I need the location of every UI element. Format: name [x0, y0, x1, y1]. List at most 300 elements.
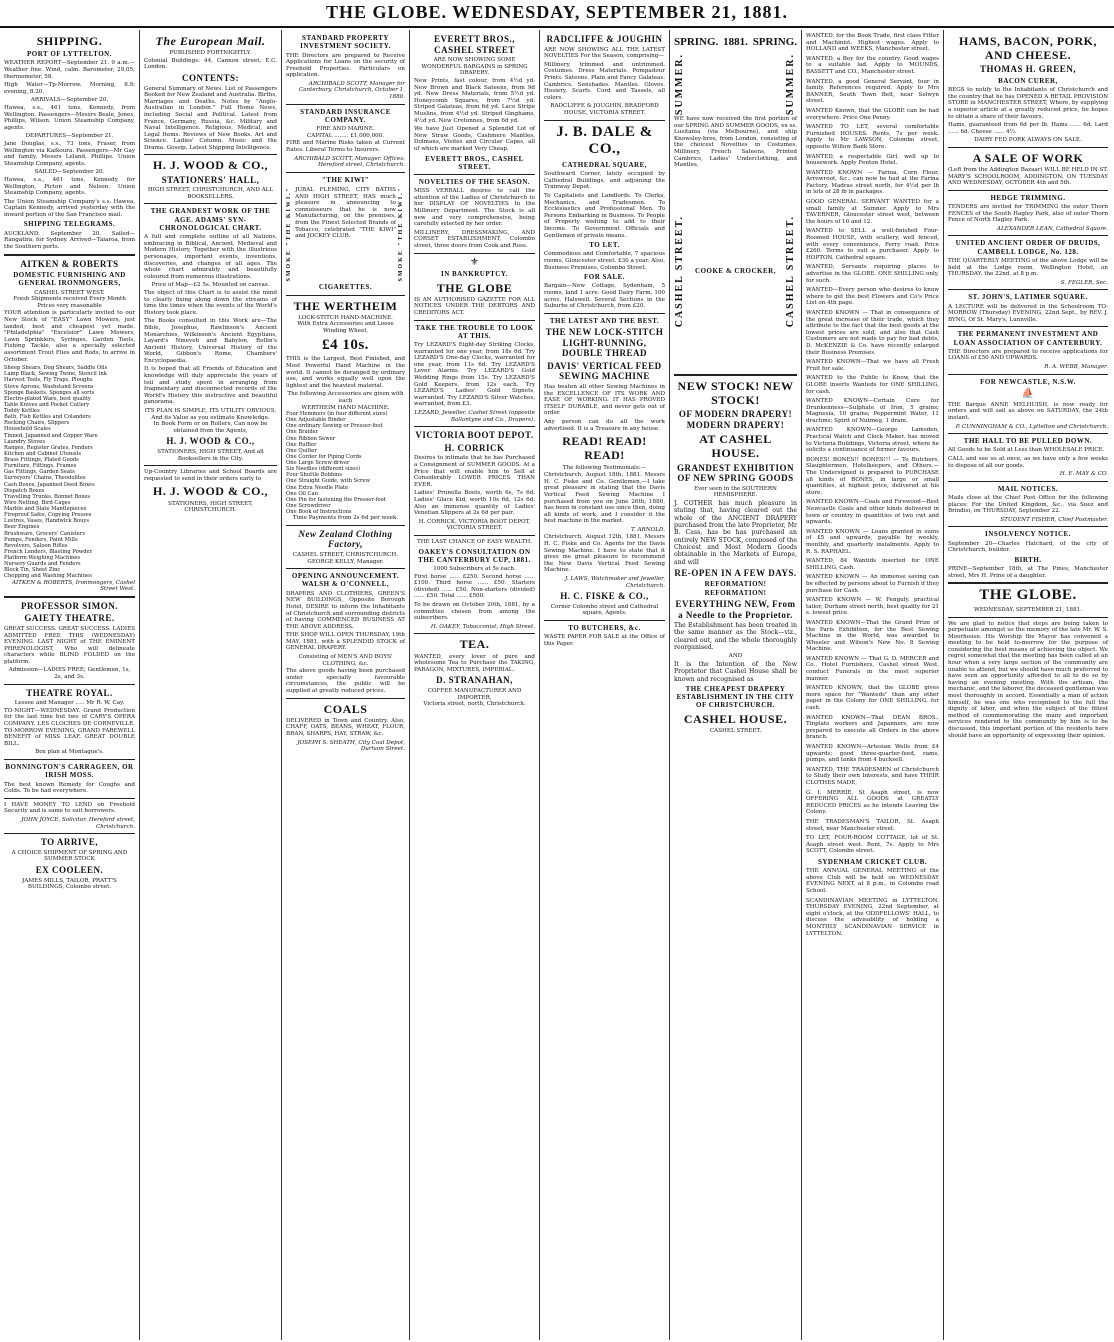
wanted-ad: WANTED KNOWN—Coals and Firewood—Best Newcastle Coals and other kinds delivered in town or country in quantities of two cwt and upwards. [806, 499, 939, 526]
aiken-shipments: Fresh Shipments received Every Month [13, 296, 126, 303]
divider [544, 620, 665, 621]
novelties-body-2: MILLINERY, DRESSMAKING, AND CORSET ESTABLISHMENT, Colombo street, three doors from Cook and Ross. [414, 229, 535, 250]
divider [544, 120, 665, 121]
wertheim-subheading: LOCK-STITCH HAND-MACHINE. [298, 314, 393, 321]
list-item: One Oil Can [286, 490, 318, 497]
wanted-ad: WANTED to the Public to Know, that the GLOBE inserts Wanteds for ONE SHILLING, for cash. [806, 375, 939, 395]
hams-heading: HAMS, BACON, PORK, AND CHEESE. [959, 34, 1097, 63]
chart-price: Price of Map—£2 5s. Mounted on canvas. [151, 282, 270, 289]
list-item: One Straight Guide, with Screw [286, 478, 371, 485]
wanted-ad: WANTED KNOWN—That DEAN BROS., Tinplate workers and Japanners, are now prepared to execute all Orders in the above branch. [806, 714, 939, 741]
column-8 [944, 30, 1112, 1340]
divider [948, 374, 1108, 375]
divider [948, 433, 1108, 434]
spring-banner-left: SPRING. [674, 36, 719, 48]
fiske-heading: H. C. FISKE & CO., [560, 591, 649, 602]
divider [414, 426, 535, 427]
wood-heading: H. J. WOOD & CO., [153, 158, 268, 173]
bonnington-body: The best known Remedy for Coughs and Colds. To be had everywhere. [4, 781, 135, 795]
port-heading: PORT OF LYTTELTON. [27, 50, 112, 59]
aiken-subheading: DOMESTIC FURNISHING AND GENERAL IRONMONGERS, [13, 271, 126, 288]
newcastle-body: THE Barque ANNE MELHUISH, is now ready for orders and will sail as above on SATURDAY, the 24th instant. [948, 401, 1108, 421]
wertheim-price: £4 10s. [322, 336, 369, 353]
divider [144, 154, 277, 155]
ship-icon: ⛵ [1021, 387, 1035, 399]
tea-heading: TEA. [459, 637, 490, 652]
dale-for-sale-heading: FOR SALE. [583, 273, 626, 282]
green-dairy: DAIRY FED PORK ALWAYS ON SALE. [974, 137, 1082, 144]
insurance-body: FIRE and Marine Risks taken at Current Rates. Liberal Terms to Insurers. [286, 140, 405, 153]
divider [414, 174, 535, 175]
list-item: Tinned, Japanned and Copper Ware [4, 432, 98, 439]
cashel-footer-address: CASHEL STREET. [709, 727, 762, 734]
divider [4, 759, 135, 760]
list-item: Brass Fittings, Plated Goods [4, 457, 79, 464]
gaiety-heading: GAIETY THEATRE. [24, 613, 115, 624]
masthead-title: THE GLOBE. WEDNESDAY, SEPTEMBER 21, 1881. [326, 2, 788, 23]
birth-body: PRINE—September 18th, at The Pines, Manchester street, Mrs H. Prine of a daughter. [948, 566, 1108, 579]
divider [4, 684, 135, 685]
divider [414, 633, 535, 634]
hall-heading: THE HALL TO BE PULLED DOWN. [963, 437, 1093, 446]
divider [414, 253, 535, 254]
wood-subheading: STATIONERS' HALL, [161, 174, 260, 185]
everett-items: New Prints, fast colour, from 4½d yd. New Brown and Black Sateens, from 9d yd. New Dress Materials, from 5½d yd. Honeycomb Squares, from 7½d yd. Striped Galateas, from 6d yd. Lace Stripe Muslins, from 4½d yd. Striped Ginghams, 4½d yd. New Cretonnes, from 6d yd. [414, 78, 535, 124]
wanted-ad: THE TRADESMAN'S TAILOR, St. Asaph street, near Manchester street. [806, 818, 939, 832]
dale-to-let-body: Commodious and Comfortable, 7 spacious rooms, Gloucester street. £30 a year. Also, Business Premises, Colombo Street. [544, 251, 665, 271]
nz-clothing-manager: GEORGE KELLY, Manager. [307, 558, 384, 565]
column-1 [0, 30, 140, 1340]
royal-box-plan: Box plan at Montague's. [35, 749, 104, 756]
novelties-heading: NOVELTIES OF THE SEASON. [418, 178, 531, 187]
oakey-subheading: OAKEY'S CONSULTATION ON THE CANTERBURY CUP, 1881. [418, 547, 531, 564]
novelties-body: MISS VERRALL desires to call the attention of the Ladies of Christchurch to her DISPLAY OF NOVELTIES In the Millinery Department. The Stock is all new and very comprehensive, being carefully selected by her order. [414, 188, 535, 228]
telegrams-heading: SHIPPING TELEGRAMS. [23, 220, 116, 229]
wanted-ad: WANTED KNOWN—George Lamsden, Practical Watch and Clock Maker, has moved to Victoria Buildings, Victoria street, where he solicits a continuance of former favours. [806, 427, 939, 454]
wanted-ad: WANTED, Servants requiring places to advertise in the GLOBE. ONE SHILLING only, for such. [806, 264, 939, 284]
oakey-prizes: First horse ...... £250. Second horse ...... £100. Third horse ...... £50. Starters (divided) ...... £50. Non-starters (divided) ...... £50. Total ...... £500. [414, 573, 535, 600]
wanted-ad: WANTED, a good General Servant, four in family. References required. Apply to Mrs BANNER, South Town Belt, near Selwyn street. [806, 78, 939, 105]
divider [4, 596, 135, 598]
list-item: Platform Weighing Machines [4, 555, 81, 562]
wanted-ad: WANTED, for the Book Trade, first class Fitter and Machinist. Highest wages. Apply to HOLLAND and WEEKS, Manchester street. [806, 33, 939, 53]
column-5 [540, 30, 670, 1340]
list-item: One Braider [286, 429, 319, 436]
mail-signature: STUDENT FISHER, Chief Postmaster. [1000, 516, 1108, 523]
wertheim-extra: With Extra Accessories and Loose Winding Wheel, [297, 321, 394, 335]
wertheim-body: THIS is the Largest, Best Finished, and Most Powerful Hand Machine in the world. It cannot be deranged by ordinary use, and works equally well upon the lightest and the heaviest material. [286, 356, 405, 389]
bonnington-heading: BONNINGTON'S CARRAGEEN, OR IRISH MOSS. [5, 763, 134, 780]
list-item: Beer Engines [4, 524, 40, 531]
chart-sold: In Book Form or on Rollers, Can now be obtained from the Agents, [153, 421, 268, 434]
lend-heading: I HAVE MONEY TO LEND on Freehold Security and is same to suit borrowers. [4, 801, 135, 815]
divider [4, 833, 135, 834]
summer-banner [674, 53, 797, 115]
everything-new: EVERYTHING NEW, From a Needle to the Proprietor. [675, 598, 796, 620]
street-vertical-left: CASHEL STREET. [674, 214, 685, 327]
masthead [0, 0, 1114, 28]
divider [948, 147, 1108, 148]
radcliffe-subheading: ARE NOW SHOWING ALL THE LATEST NOVELTIES For the Season, comprising— [544, 46, 665, 60]
dale-list: To Capitalists and Landlords. To Clerks, Mechanics, and Tradesmen. To Ecclesiastics and Professional Men. To Persons Embarking in Business. To People of Property wishing to add to their Income. To Government Officials and Gentlemen of private means. [544, 192, 665, 239]
newspaper-page [0, 30, 1114, 1340]
chart-body-4: It is hoped that all Friends of Education and knowledge will duly appreciate the years of toil and study spent in arranging from fragmentary and disconnected records of the World's History this instructive and beautiful panorama. [144, 366, 277, 406]
wood2-note: Up-Country Libraries and School Boards are requested to send in their orders early to [144, 469, 277, 482]
insurance-signature: ARCHIBALD SCOTT, Manager. Offices: Hereford street, Christchurch. [294, 155, 405, 169]
sale-of-work-heading: A SALE OF WORK [972, 150, 1084, 165]
permanent-heading: THE PERMANENT INVESTMENT AND LOAN ASSOCIATION OF CANTERBURY. [953, 330, 1103, 347]
wanted-ad: GOOD GENERAL SERVANT WANTED for a small family at Sumner. Apply to Mrs TAVERNER, Gloucester street west, between the hours of 10 and 12. [806, 199, 939, 225]
divider [286, 295, 405, 296]
weather-report: WEATHER REPORT—September 21. 9 a.m.—Weather fine. Wind, calm. Barometer, 29.05; thermometer, 58. [4, 60, 135, 80]
read-heading: READ! READ! READ! [562, 434, 647, 463]
insurance-capital: CAPITAL ........ £1,000,000. [306, 132, 385, 139]
list-item: Sponge Baskets, Sponges all sorts [4, 389, 95, 396]
sailed: Hawea, s.s., 461 tons, Kennedy, for Wellington, Picton and Nelson. Union Steamship Company, agents. [4, 176, 135, 197]
fiske-address: Corner Colombo street and Cathedral square, Agents. [550, 603, 659, 617]
list-item: Lamp Black, Sewing Twine, Stencil Ink [4, 371, 107, 378]
radcliffe-items: Millinery, trimmed and untrimmed. Costumes. Dress Materials. Pompadour Prints. Sateens. Plain and Fancy Galateas. Cambrics. Sunshades. Mantles. Gloves. Hosiery, Scarfs. Cord and Tassels, all colors. [544, 61, 665, 101]
wood3-heading: H. J. WOOD & CO., [153, 484, 268, 499]
permanent-body: THE Directors are prepared to receive applications for LOANS of £50 AND UPWARDS. [948, 348, 1108, 362]
chart-body-2: The object of this Chart is to assist the mind to clearly fixing along down the streams of time the times when the events of the World's History took place. [144, 289, 277, 316]
wertheim-accessories-subheading: WERTHEIM HAND MACHINE. [301, 404, 390, 411]
oakey-signature: H. OAKEY, Tobacconist, High Street. [430, 623, 535, 630]
kiwi-cigarettes: CIGARETTES. [318, 283, 373, 292]
divider [948, 289, 1108, 290]
cashel-house-heading: AT CASHEL HOUSE. [699, 432, 772, 461]
wertheim-accessories-heading: The following Accessories are given with each [287, 391, 404, 404]
oakey-heading: THE LAST CHANCE OF EASY WEALTH. [417, 538, 532, 545]
summer-vertical-left: SUMMER. [674, 52, 685, 116]
royal-heading: THEATRE ROYAL. [26, 687, 113, 698]
spring-banner-right: SPRING. [752, 36, 797, 48]
list-item: Electro-plated Ware, best quality [4, 395, 91, 402]
arrive-signature: JAMES MILLS, TAILOR, PRATT'S BUILDINGS, Colombo street. [22, 877, 117, 891]
kiwi-body: JUBAL FLEMING, CITY BATHS AND HIGH STREET, HAS much pleasure in announcing to connoisseurs that he is now Manufacturing, on the premises, from the Finest Selected Brands of Tobacco, celebrated "THE KIWI" and JOCKEY CLUB. [295, 186, 396, 240]
aiken-prices: Prices very reasonable [37, 302, 102, 309]
cashel-footer-heading: CASHEL HOUSE. [683, 711, 788, 726]
standard-signature: ARCHIBALD SCOTT, Manager for Canterbury. Christchurch, October 1, 1880. [298, 80, 405, 101]
tides: High Water—Tp-Morrow. Morning, 8.9; evening, 8.20. [4, 82, 135, 95]
divider [948, 190, 1108, 191]
hedge-heading: HEDGE TRIMMING. [990, 193, 1066, 202]
globe-editorial-title: THE GLOBE. [979, 587, 1077, 604]
birth-heading: BIRTH. [1014, 555, 1042, 564]
kiwi-box [286, 186, 405, 282]
wertheim-time-payments: Time Payments from 2s 6d per week. [292, 515, 399, 522]
divider [144, 465, 277, 466]
spring-banner [674, 36, 797, 49]
wanted-ad: WANTED, a respectable Girl, well up to housework. Apply Fenton Hotel. [806, 153, 939, 167]
divider [144, 203, 277, 204]
list-item: Stove Aprons, Washstand Screens [4, 383, 94, 390]
dale-subheading: CATHEDRAL SQUARE, [562, 160, 647, 169]
mail-heading: MAIL NOTICES. [997, 484, 1059, 493]
nz-clothing-address: CASHEL STREET, CHRISTCHURCH. [292, 552, 399, 559]
column-3 [282, 30, 410, 1340]
street-vertical-right: CASHEL STREET. [785, 214, 797, 327]
divider [948, 481, 1108, 482]
shipping-heading: SHIPPING. [36, 34, 103, 48]
sale-of-work-body: (Left from the Addington Bazaar) WILL BE HELD IN ST. MARY'S SCHOOLROOM, ADDINGTON, ON TUESDAY AND WEDNESDAY, OCTOBER 4th and 5th. [948, 167, 1108, 187]
tea-body: WANTED, every lover of pure and wholesome Tea to Purchase the TAKING, PARAGON, MIXTURES, IMPERIAL. [414, 653, 535, 673]
divider [948, 582, 1108, 584]
divider [4, 798, 135, 799]
list-item: One Book of Instructions [286, 509, 352, 516]
hall-signature: H. E. MAY & CO. [1059, 471, 1108, 478]
wanted-ad: WANTED KNOWN—Artesian Wells from £4 upwards; good three-quarter-feed, rams, pumps, and tanks from 4 bucksell. [806, 744, 939, 764]
modern-drapery-heading: OF MODERN DRAPERY! MODERN DRAPERY! [678, 409, 793, 430]
divider [286, 568, 405, 569]
divider [948, 617, 1108, 618]
list-item: Laundry Stoves [4, 438, 46, 445]
butchers-heading: TO BUTCHERS, &c. [568, 624, 641, 633]
arrivals-heading: ARRIVALS—September 20. [30, 97, 109, 104]
list-item: Four Hemmers (in four different sizes) [286, 411, 388, 418]
radcliffe-signature: RADCLIFFE & JOUGHIN, BRADFORD HOUSE, VICTORIA STREET. [550, 103, 659, 116]
divider [286, 698, 405, 699]
stjohn-heading: ST. JOHN'S, LATIMER SQUARE. [968, 293, 1088, 302]
green-prices: Hams, guaranteed from 6d per lb. Hams ...... 6d. Lard ...... 6d. Cheese ...... 4½. [948, 122, 1108, 135]
hall-body: All Goods to be Sold at Less than WHOLESALE PRICE. [948, 447, 1105, 454]
newcastle-heading: FOR NEWCASTLE, N.S.W. [980, 377, 1076, 386]
crest-icon: ⚜ [470, 256, 479, 268]
list-item: Wire Netting, Bird Cages [4, 499, 71, 506]
wanted-ad: WANTED KNOWN — Farina, Corn Flour, Arrowroot, &c., can now be had at the Farina Factory, Madras street north, for 4½d per lb in lots of 28 lb in packages. [806, 169, 939, 196]
arrive-ship: EX COOLEEN. [35, 864, 104, 875]
wanted-ad: WANTED, a Boy for the country. Good wages to a suitable lad. Apply to MOUNDS, BASSETT and CO., Manchester street. [806, 55, 939, 75]
list-item: Household Scales [4, 426, 51, 433]
read-body: Christchurch, August 18th, 1881. Messrs H. C. Fiske and Co. Gentlemen,—I take great pleasure in stating that the Davis Vertical Feed Sewing Machine I purchased from you on June 26th, 1880, has been in constant use since then, doing all kinds of work, and I consider it the best machine in the market. [544, 472, 665, 525]
divider [948, 235, 1108, 236]
wanted-ad: WANTED, THE TRADESMEN of Christchurch to Study their own Interests, and have THEIR CLOTHES MADE, [806, 766, 939, 786]
wanted-ad: THE ANNUAL GENERAL MEETING of the above Club will be held on WEDNESDAY EVENING NEXT, at 8 p.m., in Colombo road School. [806, 868, 939, 894]
walsh-body: DRAPERS AND CLOTHIERS, GREEN'S NEW BUILDINGS, Opposite Borough Hotel, DESIRE to inform the Inhabitants of Christchurch and surrounding districts of having COMMENCED BUSINESS AT THE ABOVE ADDRESS. [286, 590, 405, 630]
ever-seen: Ever seen in the SOUTHERN HEMISPHERE. [694, 485, 777, 499]
oakey-note: To be drawn on October 20th, 1881, by a committee chosen from among the subscribers. [414, 602, 535, 622]
list-item: Nursery Guards and Fenders [4, 561, 81, 568]
departures: Jane Douglas, s.s., 73 tons, Fraser, from Wellington via Kaikoura. Passengers—Mr Gay and family, Messrs Leland, Phillips. Union Steamship Company, agents. [4, 140, 135, 167]
list-item: One Quilter [286, 447, 317, 454]
read-signature-1: T. ARNOLD. [631, 526, 665, 533]
aiken-heading: AITKEN & ROBERTS [20, 258, 119, 269]
cother-body: J. COTHER has much pleasure in stating that, having cleared out the whole of the ANCIENT DRAPERY purchased from the late Proprietor, Mr B. Cass, has be has purchased an entirely NEW STOCK, composed of the Choicest and Most Modern Goods obtainable in the Markets of Europe, and will [674, 500, 797, 566]
cheapest-heading: THE CHEAPEST DRAPERY ESTABLISHMENT IN THE CITY OF CHRISTCHURCH. [676, 684, 795, 710]
hall-body-2: CALL and see us at once, as we have only a few weeks to dispose of all our goods. [948, 455, 1108, 469]
wood2-address: STATIONERS, HIGH STREET, And all Booksellers in the City. [157, 449, 264, 462]
list-item: Fireproof Safes, Copying Presses [4, 512, 92, 519]
coals-signature: JOSEPH S. SHEATH, City Coal Depot, Durham Street. [297, 739, 405, 753]
divider [674, 374, 797, 376]
wanted-ad: BONES! BONES!! BONES!!! — To Butchers, Slaughtermen, Hotelkeepers, and Others.—The Undersigned is prepared to PURCHASE all kinds of BONES, in large or small quantities, at highest price, delivered at his store. [806, 456, 939, 496]
chart-heading: THE GRANDEST WORK OF THE AGE. ADAMS' SYN-CHRONOLOGICAL CHART. [150, 207, 271, 232]
divider [544, 313, 665, 314]
stranahan-heading: D. STRANAHAN, [436, 675, 513, 686]
hedge-body: TENDERS are invited for TRIMMING the outer Thorn FENCES of the South Hagley Park, also of outer Thorn Fence of North Hagley Park. [948, 204, 1108, 224]
chart-body: A full and complete outline of all Nations, embracing in Biblical, Ancient, Medieval and Modern History, Together with the illustrious personages, important events, inventions, discoveries, and changes of all ages. The whole chart admirably and beautifully coloured from numerous illustrations. [144, 234, 277, 280]
wanted-ad: WANTED KNOWN, that the GLOBE gives more space for "Wanteds" than any other paper in the Colony for ONE SHILLING, for cash. [806, 685, 939, 712]
walsh-open: THE SHOP WILL OPEN THURSDAY, 19th MAY, 1881, with a SPLENDID STOCK of GENERAL DRAPERY. [286, 632, 405, 652]
lodge-signature: S. FEGLER, Sec. [1060, 279, 1108, 286]
walsh-items: Consisting of MEN'S AND BOYS' CLOTHING, &c. [298, 654, 393, 667]
insolvency-body: September 20—Charles Hatchard, of the city of Christchurch, builder. [948, 540, 1108, 554]
sailed-heading: SAILED—September 20. [34, 169, 105, 176]
lend-signature: JOHN JOYCE, Solicitor, Hereford street, Christchurch. [21, 816, 135, 830]
euro-heading: The European Mail. [155, 34, 266, 48]
aiken-body: YOUR attention is particularly invited to our New Stock of "EASY" Lawn Mowers, just landed, best and cheapest yet made. "Philadelphia" "Excelsior" Lawn Mowers, Lawn Sprinklers, Syringes, Garden Tools, Fishing Tackle, also a specially selected assortment Trout Flies and Rods, to arrive in October. [4, 310, 135, 363]
bankruptcy-heading: IN BANKRUPTCY. [440, 270, 509, 279]
read-signature-2: J. LAWS, Watchmaker and Jeweller, Christchurch. [565, 576, 665, 589]
wanted-ad: G. I. MERRIE, St Asaph street, is now OFFERING ALL GOODS at GREATLY REDUCED PRICES as he intends Leaving the Colony. [806, 789, 939, 816]
list-item: French Lenders, Blasting Powder [4, 548, 93, 555]
list-item: Rocking Chairs, Slippers [4, 420, 70, 427]
divider [414, 535, 535, 536]
summer-vertical-right: SUMMER. [785, 52, 797, 116]
list-item: One ordinary Sewing or Presser-foot [286, 423, 383, 430]
everett-signature: EVERETT BROS., CASHEL STREET. [425, 154, 524, 171]
green-heading: THOMAS H. GREEN, [979, 64, 1076, 75]
trouble-heading: TAKE THE TROUBLE TO LOOK AT THIS. [415, 323, 534, 340]
corrick-items: Ladies' Prunella Boots, worth 6s, 7s 6d. Ladies' Glace Kid, worth 10s 6d, 12s 6d. Also an immense quantity of Ladies' Venetian Slippers at 2s 6d per pair. [414, 490, 535, 517]
wanted-ad: WANTED KNOWN — That G. D. MERCER and Co., Hotel Furnishers, Cashel street West, conduct Funerals in the most superior manner. [806, 655, 939, 682]
davis-heading: DAVIS' VERTICAL FEED SEWING MACHINE [547, 360, 662, 382]
list-item: Pumps, Fenders, Paint Mills [4, 536, 78, 543]
everett-subheading: ARE NOW SHOWING SOME WONDERFUL BARGAINS in SPRING DRAPERY. [421, 57, 528, 77]
trouble-body: Try LEZARD'S Eight-day Striking Clocks, warranted for one year, from 18s 6d. Try LEZARD'S One-day Clocks, warranted for one year, from 11s 6d. Try LEZARD'S Lever Alarms. Try LEZARD'S Gold Wedding Rings from 15s. Try LEZARD'S Gold Keepers, from 12s each. Try LEZARD'S Ladies' Gold Signets, warranted. Try LEZARD'S Silver Watches, warranted, from £3. [414, 342, 535, 408]
radcliffe-heading: RADCLIFFE & JOUGHIN [546, 34, 663, 44]
new-stock-heading: NEW STOCK! NEW STOCK! [677, 378, 794, 407]
nz-clothing-heading: New Zealand Clothing Factory, [298, 528, 393, 550]
walsh-note: The above goods having been purchased under specially favourable circumstances, the public will be supplied at greatly reduced prices. [286, 668, 405, 695]
establishment-body: The Establishment has been treated in the same manner as the Stock—viz., cleared out, and the whole thoroughly reorganised. [674, 622, 797, 652]
wertheim-heading: THE WERTHEIM [293, 298, 398, 313]
lodge-body: THE QUARTERLY MEETING of the above Lodge will be held at the Lodge room, Wellington Hotel, on THURSDAY, the 22nd, at 8 p.m. [948, 257, 1108, 278]
list-item: Ranges, Register Grates, Fenders [4, 444, 93, 451]
list-item: Sheep Shears, Dog Shears, Saddle Oils [4, 365, 108, 372]
list-item: Toddy Kettles [4, 408, 40, 415]
departures-heading: DEPARTURES—September 21. [25, 133, 114, 140]
cooke-heading: COOKE & CROCKER, [695, 266, 776, 275]
dale-body: Southward Corner, lately occupied by Cathedral Buildings, and adjoining the Tramway Depot. [544, 171, 665, 191]
divider [948, 526, 1108, 527]
wanted-ad: WANTED KNOWN—That the Grand Prize of the Paris Exhibition, for the Best Sewing Machine in the World, was awarded to Wheeler and Wilson's New No. 8 Sewing Machine. [806, 619, 939, 653]
corrick-body: Desires to intimate that he has Purchased a Consignment of SUMMER GOODS. At a Price that will enable him to Sell at Considerably LOWER PRICES THAN EVER. [414, 455, 535, 488]
list-item: Block Tin, Sheet Zinc [4, 567, 61, 574]
telegrams: AUCKLAND, September 20. Sailed—Rangatira, for Sydney. Arrived—Taiaroa, from the Southern ports. [4, 230, 135, 250]
walsh-heading: OPENING ANNOUNCEMENT. WALSH & O'CONNELL, [291, 572, 400, 589]
oakey-body: 1000 Subscribers at 5s each. [433, 566, 516, 573]
insolvency-heading: INSOLVENCY NOTICE. [985, 530, 1071, 539]
wanted-ad: WANTED Known, that the GLOBE can be had everywhere. Price One Penny. [806, 107, 939, 121]
list-item: One Ribbon Sewer [286, 435, 336, 442]
read-subheading: The following Testimonials:— [562, 464, 647, 471]
column-4 [410, 30, 540, 1340]
aiken-address: CASHEL STREET WEST. [34, 289, 105, 296]
davis-body: Has beaten all other Sewing Machines in the EXCELLENCE OF ITS WORK AND EASE OF WORKING. IT HAS PROVED ITSELF DURABLE, and never gets out of order. [544, 384, 665, 417]
list-item: Bath, Fish Kettles and Colanders [4, 414, 91, 421]
wanted-ad: WANTED KNOWN—That we have all Fresh Fruit for sale. [806, 359, 939, 372]
kiwi-vertical-left: SMOKE "THE KIWI." [286, 185, 292, 282]
arrive-subheading: A CHOICE SHIPMENT OF SPRING AND SUMMER STOCK [11, 849, 128, 863]
list-item: Revolvers, Saloon Rifles [4, 542, 68, 549]
globe-editorial-date: WEDNESDAY, SEPTEMBER 21, 1881. [973, 606, 1083, 613]
lodge-heading: UNITED ANCIENT ORDER OF DRUIDS, CAMBELL LODGE, No. 128. [955, 239, 1101, 256]
everett-note: We have Just Opened a Splendid Lot of New Straw Goods, Cashmere Mantles, Dolmans, Visites and Circular Capes, all of which are marked Very Cheap. [414, 126, 535, 152]
column-2 [140, 30, 282, 1340]
list-item: Kitchen and Cabinet Utensils [4, 450, 82, 457]
reformation-heading: REFORMATION! REFORMATION! [704, 580, 767, 597]
butchers-body: WASTE PAPER FOR SALE at the Office of this Paper. [544, 634, 665, 647]
professor-heading: PROFESSOR SIMON. [20, 600, 118, 611]
editorial-body: We are glad to notice that steps are being taken to perpetuate amongst us the memory of the late Mr. W. S. Moorhouse. His Worship the Mayor has convened a meeting to be held to-morrow for the purpose of considering the best means of achieving the object. We regret somewhat that the meeting has been called at an hour when a very large section of the community are unable to attend, but we should have much preferred to have seen an opportunity afforded to all to do so by having an evening meeting. With the artisan, the mechanic, and the laborer, the deceased gentleman was most thoroughly in accord. Essentially a man of action himself, he was one who recognised to the full the dignity of labor, and when the subject of the fittest method of commemorating the many and important services rendered to the community by him is to be discussed, this important portion of the residents here should have an opportunity of expressing their opinion. [948, 620, 1108, 739]
latest-heading: THE LATEST AND THE BEST. [549, 316, 660, 325]
contents-heading: CONTENTS: [181, 72, 239, 83]
green-body: BEGS to notify to the Inhabitants of Christchurch and the country that he has OPENED A RETAIL PROVISION STORE in MANCHESTER STREET, Where, by supplying a superior article at a greatly reduced price, he hopes to obtain a share of their favours. [948, 87, 1108, 120]
wanted-ad: WANTED KNOWN — An immense saving can be effected by persons about to Furnish if they purchase for Cash. [806, 574, 939, 594]
wanted-ad: WANTED KNOWN—Certain Cure for Drunkenness—Sulphate of Iron, 5 grains; Magnesia, 10 grains; Peppermint Water, 11 drachms; Spirit of Nutmeg, 1 dram. [806, 398, 939, 424]
trouble-signature: LEZARD, Jeweller, Cashel Street (opposite Ballantyne and Co., Drapers). [414, 410, 535, 423]
list-item: Table Knives and Pocket Cutlery [4, 401, 90, 408]
dale-for-sale-body: Bargain—New Cottage, Sydenham, 5 rooms, land 1 acre. Good Dairy Farm, 100 acres, Halswell. Several Sections in the Suburbs of Christchurch, from £20. [544, 283, 665, 310]
list-item: One Corder for Piping Cords [286, 453, 362, 460]
list-item: Marble and Slate Mantlepieces [4, 506, 87, 513]
dale-to-let-heading: TO LET. [589, 241, 620, 250]
and-text: AND [728, 653, 743, 660]
lock-stitch-heading: THE NEW LOCK-STITCH LIGHT-RUNNING, DOUBLE THREAD [545, 327, 664, 359]
insurance-heading: STANDARD INSURANCE COMPANY. [300, 107, 391, 124]
divider [286, 104, 405, 105]
wanted-ad: WANTED KNOWN — Loans granted in sums of £5 and upwards, payable by weekly, monthly, and quarterly instalments. Apply to R. S. RAPHAEL. [806, 528, 939, 555]
stranahan-subheading: COFFEE MANUFACTURER AND IMPORTER, [427, 687, 522, 701]
column-7 [802, 30, 944, 1340]
list-item: Surveyors' Chains, Theodolites [4, 475, 86, 482]
list-item: Four Shuttle Bobbins [286, 472, 342, 479]
list-item: One Adjustable Binder [286, 417, 346, 424]
divider [414, 320, 535, 321]
gaiety-admission: Admission—LADIES FREE; Gentlemen, 1s, 2s, and 3s. [8, 667, 131, 681]
arrivals: Hawea, s.s., 461 tons, Kennedy, from Wellington. Passengers—Messrs Beale, Jones, Phillips, Wilson. Union Steamship Company, agents. [4, 104, 135, 131]
permanent-signature: R. A. WEBB, Manager. [1044, 364, 1108, 371]
contents-body: General Summary of News. List of Passengers Booked for New Zealand and Australia. Births, Marriages and Deaths. Notes by "Anglo-Australian in London." Full Home News, including Social and Political. Latest from France, Germany, Russia, &c. Military and Naval Intelligence. Religious, Medical, and Legal Items. Reviews of New Books. Art and Science. Ladies' Column. Music and the Drama. Gossip. Latest Shipping Intelligence. [144, 85, 277, 151]
list-item: Harvest Tools, Fly Traps, Ploughs [4, 377, 93, 384]
column-6 [670, 30, 802, 1340]
kiwi-heading: "THE KIWI" [321, 175, 370, 184]
divider [4, 254, 135, 256]
wanted-ad: WANTED—Every person who desires to know where to get the best Flowers and Co's Price List on 4th page. [806, 287, 939, 307]
euro-address: Colonial Buildings: 44, Cannon street, E.C. London. [144, 57, 277, 71]
standard-body: THE Directors are prepared to Receive Applications for Loans on the security of Freehold Properties. Particulars on application. [286, 52, 405, 79]
aiken-item-list [4, 365, 135, 579]
wood3-address: STATIONERS, HIGH STREET, CHRISTCHURCH. [168, 500, 253, 514]
royal-lessee: Lessee and Manager ..... Mr R. W. Cay. [14, 700, 125, 707]
wanted-ad: WANTED KNOWN — That in consequence of the great increase of their trade, which they attribute to the fact that the best goods at the lowest prices are sold, and also that Cash Customers are not made to pay for bad debts, D. McKENZIE & Co. have recently enlarged their Business Premises. [806, 309, 939, 356]
stjohn-body: A LECTURE will be delivered in the Schoolroom TO-MORROW (Thursday) EVENING, 22nd Sept., by REV. J. BYNG, Of St. Mary's, Lunnville. [948, 303, 1108, 323]
wertheim-accessory-list [286, 411, 405, 515]
wanted-ad: WANTED to SELL a well-finished Four-Roomed HOUSE, with scullery, well fenced, with every convenience, Ferry road. Price £260. Terms to suit a purchaser. Apply to HOPTON, Cathedral square. [806, 228, 939, 261]
dale-heading: J. B. DALE & CO., [556, 123, 653, 158]
union-note: The Union Steamship Company's s.s. Hawea, Captain Kennedy, arrived yesterday with the inward portion of the San Francisco mail. [4, 198, 135, 218]
wanted-ad: SCANDINAVIAN MEETING in LYTTELTON, THURSDAY EVENING, 22nd September, at eight o'clock, at the ODDFELLOWS' HALL, to discuss the advisability of holding a MONTHLY SCANDINAVIAN SERVICE in LYTTELTON. [806, 897, 939, 937]
euro-subheading: PUBLISHED FORTNIGHTLY. [169, 50, 252, 57]
wood-address: HIGH STREET, CHRISTCHURCH, AND ALL BOOKSELLERS. [147, 187, 274, 200]
list-item: One Screwdriver [286, 502, 331, 509]
divider [286, 172, 405, 173]
globe-gazette-subheading: IS AN AUTHORISED GAZETTE FOR ALL NOTICES UNDER THE DEBTORS AND CREDITORS ACT. [414, 296, 535, 317]
coals-body: DELIVERED in Town and Country. Also, CHAFF, OATS, BEANS, WHEAT, FLOUR, BRAN, SHARPS, HAY, STRAW, &c. [286, 717, 405, 737]
aiken-signature: AITKEN & ROBERTS, Ironmongers, Cashel Street West. [11, 579, 135, 593]
list-item: Furniture, Fittings, Frames [4, 463, 77, 470]
